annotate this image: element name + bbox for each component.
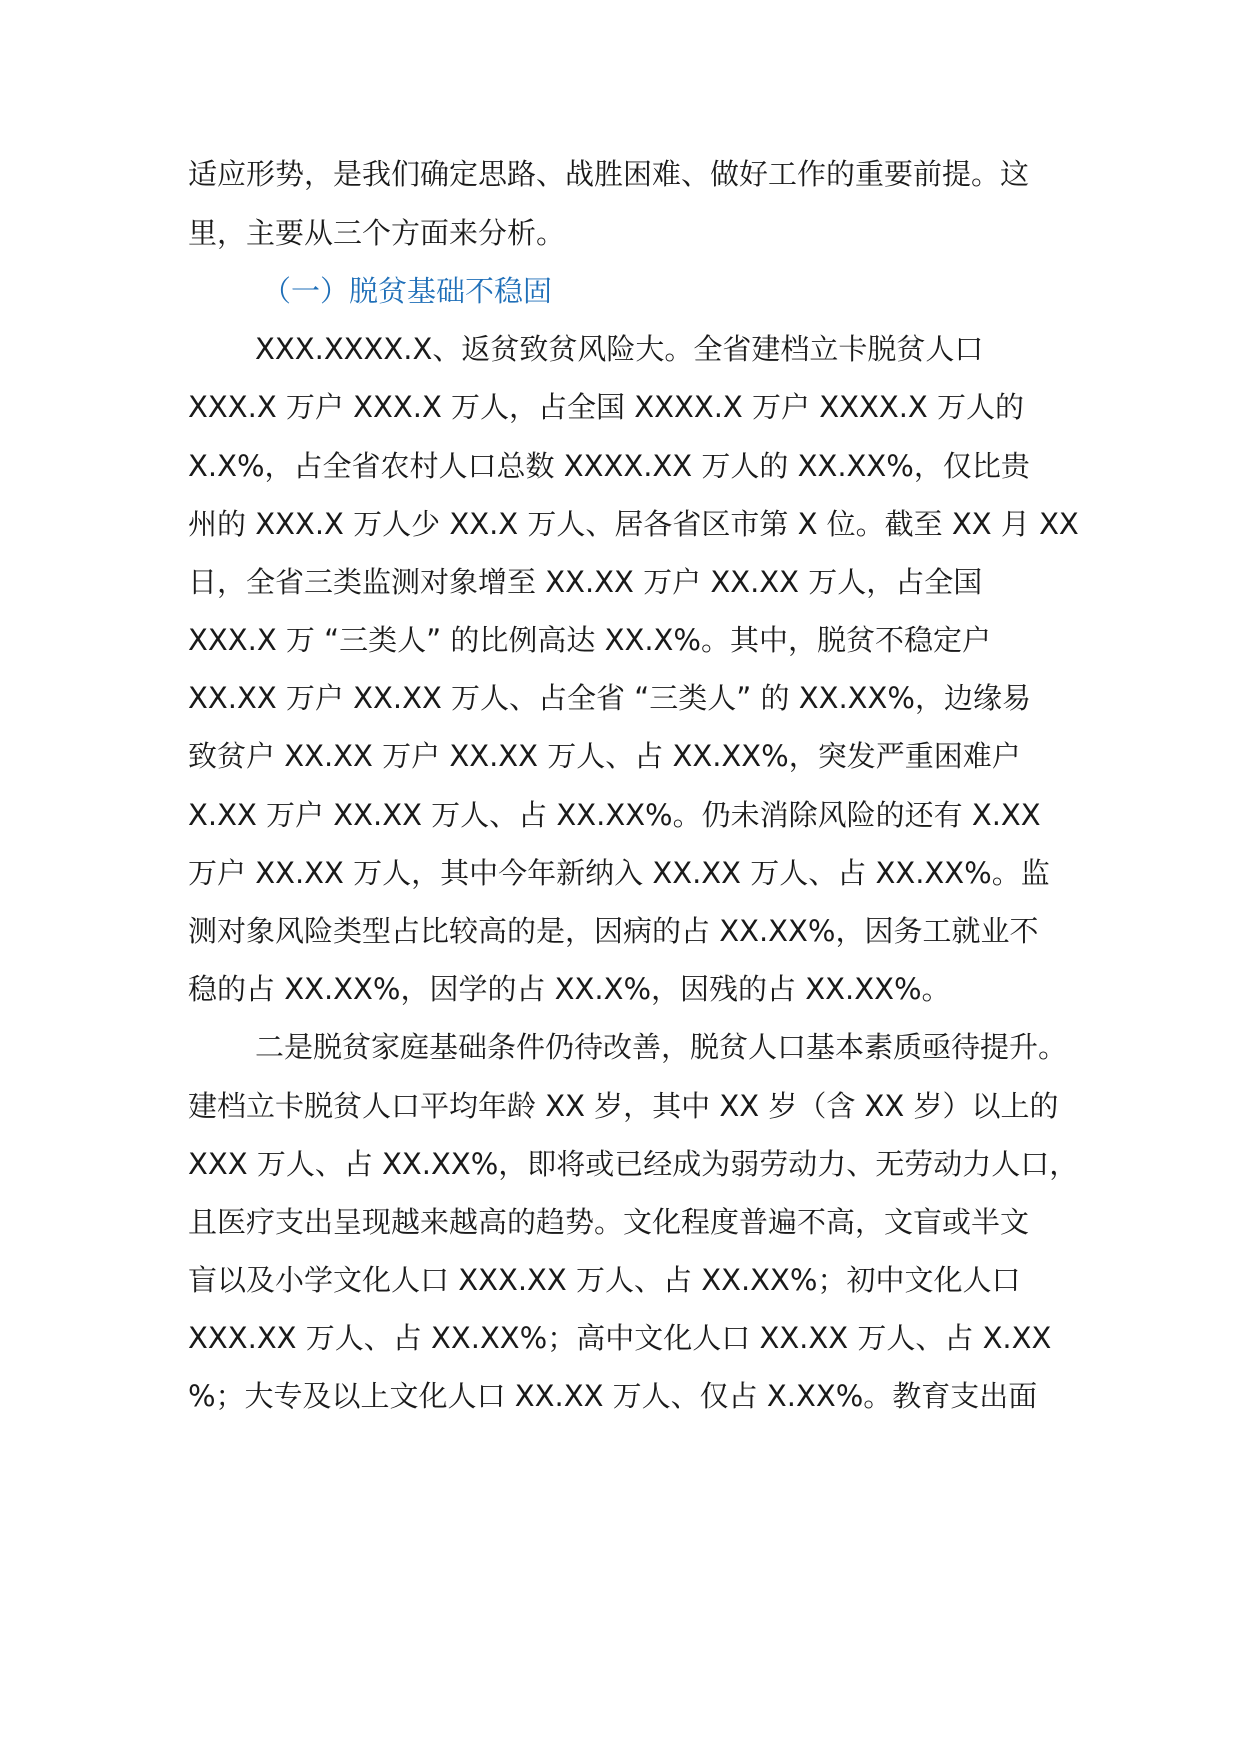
paragraph-line: 且医疗支出呈现越来越高的趋势。文化程度普遍不高，文盲或半文	[188, 1205, 1030, 1239]
paragraph-line: XXX.XXXX.X、返贫致贫风险大。全省建档立卡脱贫人口	[255, 332, 984, 366]
intro-line: 里，主要从三个方面来分析。	[188, 216, 566, 250]
paragraph-line: 二是脱贫家庭基础条件仍待改善，脱贫人口基本素质亟待提升。	[255, 1030, 1068, 1064]
paragraph-line: XXX 万人、占 XX.XX%，即将或已经成为弱劳动力、无劳动力人口，	[188, 1147, 1079, 1181]
paragraph-line: XXX.XX 万人、占 XX.XX%；高中文化人口 XX.XX 万人、占 X.XX	[188, 1321, 1052, 1355]
section-heading: （一）脱贫基础不稳固	[262, 274, 553, 308]
intro-line: 适应形势，是我们确定思路、战胜困难、做好工作的重要前提。这	[188, 157, 1030, 191]
paragraph-line: XXX.X 万户 XXX.X 万人，占全国 XXXX.X 万户 XXXX.X 万人的	[188, 390, 1025, 424]
paragraph-line: 致贫户 XX.XX 万户 XX.XX 万人、占 XX.XX%，突发严重困难户	[188, 739, 1021, 773]
paragraph-line: 建档立卡脱贫人口平均年龄 XX 岁，其中 XX 岁（含 XX 岁）以上的	[188, 1089, 1059, 1123]
paragraph-line: XXX.X 万 “三类人” 的比例高达 XX.X%。其中，脱贫不稳定户	[188, 623, 991, 657]
paragraph-line: 盲以及小学文化人口 XXX.XX 万人、占 XX.XX%；初中文化人口	[188, 1263, 1021, 1297]
paragraph-line: %；大专及以上文化人口 XX.XX 万人、仅占 X.XX%。教育支出面	[188, 1379, 1038, 1413]
paragraph-line: 测对象风险类型占比较高的是，因病的占 XX.XX%，因务工就业不	[188, 914, 1039, 948]
paragraph-line: X.X%，占全省农村人口总数 XXXX.XX 万人的 XX.XX%，仅比贵	[188, 449, 1030, 483]
paragraph-line: XX.XX 万户 XX.XX 万人、占全省 “三类人” 的 XX.XX%，边缘易	[188, 681, 1031, 715]
paragraph-line: 州的 XXX.X 万人少 XX.X 万人、居各省区市第 X 位。截至 XX 月 XX	[188, 507, 1079, 541]
paragraph-line: X.XX 万户 XX.XX 万人、占 XX.XX%。仍未消除风险的还有 X.XX	[188, 798, 1041, 832]
paragraph-line: 万户 XX.XX 万人，其中今年新纳入 XX.XX 万人、占 XX.XX%。监	[188, 856, 1050, 890]
paragraph-line: 稳的占 XX.XX%，因学的占 XX.X%，因残的占 XX.XX%。	[188, 972, 951, 1006]
paragraph-line: 日，全省三类监测对象增至 XX.XX 万户 XX.XX 万人，占全国	[188, 565, 983, 599]
